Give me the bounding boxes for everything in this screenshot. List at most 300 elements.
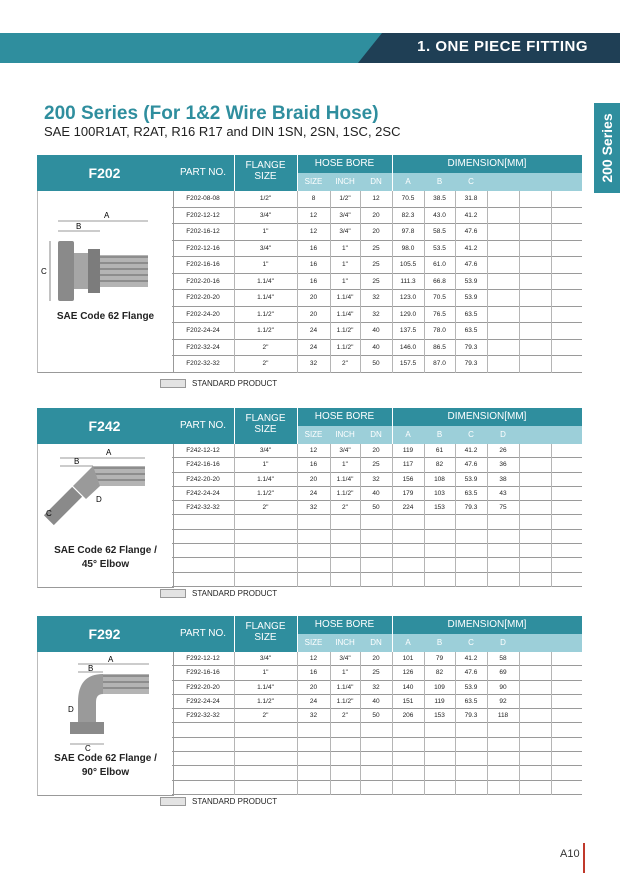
part-no-header: PART NO. (179, 628, 227, 639)
table-cell: 3/4" (339, 447, 351, 454)
side-tab (594, 103, 620, 193)
table-cell: 146.0 (399, 343, 417, 351)
f242-subheader (297, 426, 582, 444)
table-cell: 117 (402, 461, 414, 469)
table-cell: 31.8 (464, 195, 478, 202)
table-cell: 53.5 (433, 244, 446, 252)
table-cell: 41.2 (464, 655, 478, 662)
table-cell: 140 (402, 683, 414, 691)
dimension-header: DIMENSION[MM] (447, 158, 527, 169)
table-cell: F292-16-16 (186, 669, 220, 677)
table-cell: 2" (342, 504, 348, 512)
table-cell: 32 (309, 712, 318, 720)
table-cell: 1.1/4" (257, 475, 274, 483)
table-cell: 151 (402, 697, 414, 705)
table-cell: F202-16-16 (186, 261, 220, 268)
table-cell: 153 (434, 712, 445, 720)
table-cell: 2" (262, 343, 269, 351)
table-cell: 79 (435, 655, 444, 662)
table-cell: 53.9 (464, 683, 478, 691)
header-divider (297, 616, 298, 652)
column-divider (330, 652, 331, 795)
table-cell: 129.0 (399, 310, 417, 318)
f202-legend (160, 379, 277, 388)
dim-d-subheader: D (500, 638, 506, 647)
table-cell: 1.1/2" (336, 489, 354, 497)
dim-a-label: A (106, 448, 112, 457)
dn-subheader: DN (370, 638, 382, 647)
table-cell: F292-20-20 (186, 683, 220, 691)
f292-table-header (37, 616, 582, 652)
column-divider (234, 652, 235, 795)
table-cell: 26 (499, 447, 507, 454)
table-cell: 92 (499, 697, 507, 705)
table-cell: 53.9 (464, 277, 478, 285)
column-divider (519, 191, 520, 373)
table-cell: 32 (372, 310, 380, 318)
table-cell: 1" (262, 669, 269, 677)
table-cell: 111.3 (400, 277, 416, 285)
column-divider (297, 191, 298, 373)
table-cell: 1" (342, 461, 348, 469)
table-cell: 2" (262, 504, 269, 512)
column-divider (392, 191, 393, 373)
table-cell: 206 (402, 712, 414, 720)
table-cell: 1.1/2" (336, 327, 354, 334)
table-cell: 24 (309, 327, 318, 334)
table-cell: 69 (499, 669, 507, 677)
table-cell: 1.1/4" (336, 683, 354, 691)
table-cell: 32 (309, 360, 318, 367)
page-title: 200 Series (For 1&2 Wire Braid Hose) (44, 103, 379, 124)
inch-subheader: INCH (335, 638, 355, 647)
hose-bore-header: HOSE BORE (314, 411, 375, 422)
table-cell: 25 (372, 461, 380, 469)
table-cell: 70.5 (401, 195, 415, 202)
table-cell: F242-12-12 (186, 447, 220, 454)
table-cell: 101 (402, 655, 414, 662)
table-cell: F202-20-16 (186, 277, 220, 285)
table-cell: 47.6 (464, 261, 478, 268)
table-cell: 118 (497, 712, 509, 720)
dim-d-subheader: D (500, 430, 506, 439)
table-cell: 12 (309, 228, 318, 235)
table-cell: 1.1/2" (336, 343, 354, 351)
footer-accent-line (583, 843, 585, 873)
dn-subheader: DN (370, 430, 382, 439)
table-cell: 1.1/4" (336, 294, 354, 301)
legend-swatch (160, 797, 186, 806)
table-cell: 16 (309, 244, 318, 252)
part-no-header: PART NO. (179, 167, 227, 178)
column-divider (519, 652, 520, 795)
table-cell: 41.2 (464, 211, 478, 219)
table-cell: F202-20-20 (186, 294, 220, 301)
column-divider (297, 444, 298, 587)
page-number: A10 (560, 848, 580, 860)
table-cell: 20 (309, 310, 318, 318)
table-cell: 36 (499, 461, 507, 469)
f202-subheader (297, 173, 582, 191)
f242-code: F242 (88, 418, 121, 434)
table-cell: 20 (372, 228, 380, 235)
dim-b-subheader: B (436, 638, 443, 647)
f242-rows (172, 444, 582, 587)
legend-label: STANDARD PRODUCT (192, 797, 278, 806)
f292-fitting-drawing (38, 652, 173, 752)
table-cell: 179 (402, 489, 414, 497)
table-cell: 1.1/2" (257, 310, 274, 318)
table-cell: 108 (434, 475, 445, 483)
table-cell: 8 (311, 195, 316, 202)
table-cell: 63.5 (464, 327, 478, 334)
f292-drawing-pane (37, 652, 174, 796)
column-divider (360, 444, 361, 587)
table-cell: 61.0 (433, 261, 446, 268)
table-cell: 1" (262, 228, 269, 235)
table-cell: 1.1/4" (257, 683, 274, 691)
table-cell: F202-32-32 (186, 360, 220, 367)
table-cell: 119 (434, 697, 445, 705)
table-cell: 20 (309, 294, 318, 301)
column-divider (234, 444, 235, 587)
table-cell: 1" (342, 244, 348, 252)
table-cell: 1/2" (259, 195, 272, 202)
table-cell: 1" (262, 261, 269, 268)
table-cell: 3/4" (339, 228, 351, 235)
table-cell: 1" (342, 261, 348, 268)
table-cell: F202-24-24 (186, 327, 220, 334)
column-divider (360, 191, 361, 373)
table-cell: 63.5 (464, 697, 478, 705)
table-cell: 109 (434, 683, 445, 691)
table-cell: 1.1/4" (336, 475, 354, 483)
table-cell: 87.0 (433, 360, 446, 367)
column-divider (487, 444, 488, 587)
table-cell: 50 (372, 504, 380, 512)
header-divider (297, 155, 298, 191)
table-cell: 1" (342, 669, 348, 677)
f202-code: F202 (88, 165, 121, 181)
column-divider (360, 652, 361, 795)
table-cell: F242-32-32 (186, 504, 220, 512)
table-cell: 1" (342, 277, 348, 285)
legend-swatch (160, 589, 186, 598)
table-cell: 105.5 (399, 261, 417, 268)
table-cell: F242-20-20 (186, 475, 220, 483)
dim-c-subheader: C (468, 638, 474, 647)
dimension-header: DIMENSION[MM] (447, 411, 527, 422)
table-cell: 1.1/2" (257, 489, 274, 497)
f202-table-header (37, 155, 582, 191)
table-cell: 40 (372, 697, 380, 705)
f292-subheader (297, 634, 582, 652)
column-divider (487, 652, 488, 795)
dim-d-label: D (68, 705, 74, 714)
dim-b-subheader: B (436, 177, 443, 186)
table-cell: 103 (434, 489, 445, 497)
header-divider (392, 408, 393, 444)
f292-caption-line2: 90° Elbow (81, 767, 130, 778)
table-cell: 40 (372, 327, 380, 334)
table-cell: 1/2" (339, 195, 351, 202)
header-divider (392, 155, 393, 191)
inch-subheader: INCH (335, 430, 355, 439)
column-divider (519, 444, 520, 587)
table-cell: 79.3 (464, 343, 478, 351)
dim-c-label: C (85, 744, 91, 752)
table-cell: 78.0 (433, 327, 446, 334)
legend-swatch (160, 379, 186, 388)
table-cell: 38.5 (433, 195, 446, 202)
f242-table (37, 408, 582, 588)
table-cell: 43 (499, 489, 507, 497)
dn-subheader: DN (370, 177, 382, 186)
column-divider (424, 652, 425, 795)
table-cell: 20 (372, 447, 380, 454)
table-cell: 16 (309, 461, 318, 469)
table-cell: 97.8 (401, 228, 415, 235)
table-cell: 1" (262, 461, 269, 469)
legend-label: STANDARD PRODUCT (192, 589, 278, 598)
table-cell: 76.5 (433, 310, 446, 318)
dim-c-subheader: C (468, 430, 474, 439)
table-cell: 3/4" (339, 655, 351, 662)
dim-b-label: B (76, 222, 82, 231)
table-cell: F292-12-12 (186, 655, 220, 662)
table-cell: 32 (372, 475, 380, 483)
column-divider (392, 652, 393, 795)
table-cell: 24 (309, 343, 318, 351)
table-cell: 153 (434, 504, 445, 512)
column-divider (455, 191, 456, 373)
table-cell: 20 (309, 683, 318, 691)
table-cell: 20 (372, 655, 380, 662)
dim-b-subheader: B (436, 430, 443, 439)
table-cell: 2" (262, 712, 269, 720)
table-cell: 25 (372, 277, 380, 285)
column-divider (330, 444, 331, 587)
table-cell: 50 (372, 360, 380, 367)
table-cell: F202-24-20 (186, 310, 220, 318)
table-cell: 66.8 (433, 277, 446, 285)
table-cell: 12 (309, 447, 318, 454)
dim-c-label: C (41, 267, 47, 276)
f242-drawing-pane (37, 444, 174, 588)
hose-bore-header: HOSE BORE (314, 158, 375, 169)
dim-a-label: A (104, 211, 110, 220)
f202-rows (172, 191, 582, 373)
table-cell: 47.6 (464, 228, 478, 235)
dim-b-label: B (74, 457, 80, 466)
f292-caption-line1: SAE Code 62 Flange / (54, 753, 157, 764)
table-cell: 32 (309, 504, 318, 512)
table-cell: F202-12-12 (186, 211, 220, 219)
header-divider (297, 408, 298, 444)
f242-table-header (37, 408, 582, 444)
dim-a-subheader: A (405, 638, 411, 647)
f242-caption-line1: SAE Code 62 Flange / (54, 545, 157, 556)
table-cell: 12 (309, 655, 318, 662)
table-cell: 1.1/4" (257, 277, 274, 285)
column-divider (455, 444, 456, 587)
table-cell: 53.9 (464, 294, 478, 301)
table-cell: F292-24-24 (186, 697, 220, 705)
table-cell: 82.3 (401, 211, 415, 219)
table-cell: 79.3 (464, 360, 478, 367)
page-subtitle: SAE 100R1AT, R2AT, R16 R17 and DIN 1SN, 2SN, 1SC, 2SC (44, 124, 401, 139)
table-cell: 61 (435, 447, 444, 454)
table-cell: 50 (372, 712, 380, 720)
table-cell: 79.3 (464, 504, 478, 512)
table-cell: 98.0 (401, 244, 415, 252)
table-cell: 63.5 (464, 310, 478, 318)
table-cell: 40 (372, 489, 380, 497)
table-cell: 224 (402, 504, 414, 512)
table-cell: 25 (372, 261, 380, 268)
column-divider (424, 444, 425, 587)
table-cell: F242-24-24 (186, 489, 220, 497)
f292-table (37, 616, 582, 796)
section-title: 1. ONE PIECE FITTING (417, 38, 588, 55)
table-cell: 47.6 (464, 461, 478, 469)
table-cell: 41.2 (464, 244, 478, 252)
column-divider (551, 444, 552, 587)
table-cell: 157.5 (399, 360, 417, 367)
table-cell: 40 (372, 343, 380, 351)
table-cell: 1.1/2" (336, 697, 354, 705)
column-divider (297, 652, 298, 795)
f242-caption-line2: 45° Elbow (81, 559, 130, 570)
table-cell: 82 (435, 669, 444, 677)
table-cell: 32 (372, 294, 380, 301)
table-cell: 53.9 (464, 475, 478, 483)
flange-size-header: FLANGE SIZE (245, 621, 286, 643)
dimension-header: DIMENSION[MM] (447, 619, 527, 630)
table-cell: 79.3 (464, 712, 478, 720)
table-cell: 58.5 (433, 228, 446, 235)
header-divider (234, 616, 235, 652)
table-cell: 24 (309, 489, 318, 497)
size-subheader: SIZE (304, 430, 323, 439)
table-cell: 1.1/4" (336, 310, 354, 318)
table-cell: 3/4" (259, 655, 272, 662)
dim-c-subheader: C (468, 177, 474, 186)
table-cell: 63.5 (464, 489, 478, 497)
table-cell: 16 (309, 261, 318, 268)
table-cell: F202-12-16 (186, 244, 220, 252)
table-cell: 58 (499, 655, 507, 662)
flange-size-header: FLANGE SIZE (245, 413, 286, 435)
part-no-header: PART NO. (179, 420, 227, 431)
column-divider (424, 191, 425, 373)
table-cell: 75 (499, 504, 507, 512)
flange-size-header: FLANGE SIZE (245, 160, 286, 182)
dim-c-label: C (46, 509, 52, 518)
table-cell: 86.5 (433, 343, 446, 351)
column-divider (551, 652, 552, 795)
f202-fitting-drawing (38, 191, 173, 311)
table-cell: 70.5 (433, 294, 446, 301)
column-divider (234, 191, 235, 373)
table-cell: 12 (309, 211, 318, 219)
table-cell: 32 (372, 683, 380, 691)
table-cell: 24 (309, 697, 318, 705)
table-cell: 25 (372, 669, 380, 677)
dim-a-label: A (108, 655, 114, 664)
column-divider (455, 652, 456, 795)
table-cell: 119 (402, 447, 414, 454)
dim-b-label: B (88, 664, 94, 673)
f202-caption: SAE Code 62 Flange (56, 311, 155, 322)
f202-drawing-pane (37, 191, 174, 373)
table-cell: F242-16-16 (186, 461, 220, 469)
column-divider (487, 191, 488, 373)
hose-bore-header: HOSE BORE (314, 619, 375, 630)
table-cell: 2" (262, 360, 269, 367)
table-cell: 16 (309, 277, 318, 285)
header-divider (234, 155, 235, 191)
table-cell: 156 (402, 475, 414, 483)
inch-subheader: INCH (335, 177, 355, 186)
header-divider (234, 408, 235, 444)
f242-fitting-drawing (38, 444, 173, 544)
column-divider (392, 444, 393, 587)
column-divider (551, 191, 552, 373)
table-cell: F202-08-08 (186, 195, 220, 202)
table-cell: 3/4" (339, 211, 351, 219)
table-cell: 41.2 (464, 447, 478, 454)
table-cell: F292-32-32 (186, 712, 220, 720)
header-divider (392, 616, 393, 652)
table-cell: 126 (402, 669, 414, 677)
legend-label: STANDARD PRODUCT (192, 379, 278, 388)
table-cell: 12 (372, 195, 380, 202)
table-cell: F202-16-12 (186, 228, 220, 235)
table-cell: 137.5 (399, 327, 417, 334)
column-divider (330, 191, 331, 373)
table-cell: 2" (342, 360, 348, 367)
f292-legend (160, 797, 277, 806)
dim-d-label: D (96, 495, 102, 504)
dim-a-subheader: A (405, 430, 411, 439)
table-cell: 90 (499, 683, 507, 691)
f242-legend (160, 589, 277, 598)
f202-table (37, 155, 582, 373)
size-subheader: SIZE (304, 177, 323, 186)
table-cell: 38 (499, 475, 507, 483)
size-subheader: SIZE (304, 638, 323, 647)
table-cell: 20 (372, 211, 380, 219)
side-tab-label: 200 Series (599, 113, 615, 183)
table-cell: 82 (435, 461, 444, 469)
table-cell: F202-32-24 (186, 343, 220, 351)
table-cell: 20 (309, 475, 318, 483)
table-cell: 3/4" (259, 447, 272, 454)
table-cell: 16 (309, 669, 318, 677)
table-cell: 123.0 (399, 294, 417, 301)
table-cell: 1.1/4" (257, 294, 274, 301)
table-cell: 3/4" (259, 244, 272, 252)
table-cell: 1.1/2" (257, 327, 274, 334)
table-cell: 3/4" (259, 211, 272, 219)
f292-code: F292 (88, 626, 121, 642)
table-cell: 2" (342, 712, 348, 720)
table-cell: 47.6 (464, 669, 478, 677)
dim-a-subheader: A (405, 177, 411, 186)
table-cell: 25 (372, 244, 380, 252)
table-cell: 1.1/2" (257, 697, 274, 705)
